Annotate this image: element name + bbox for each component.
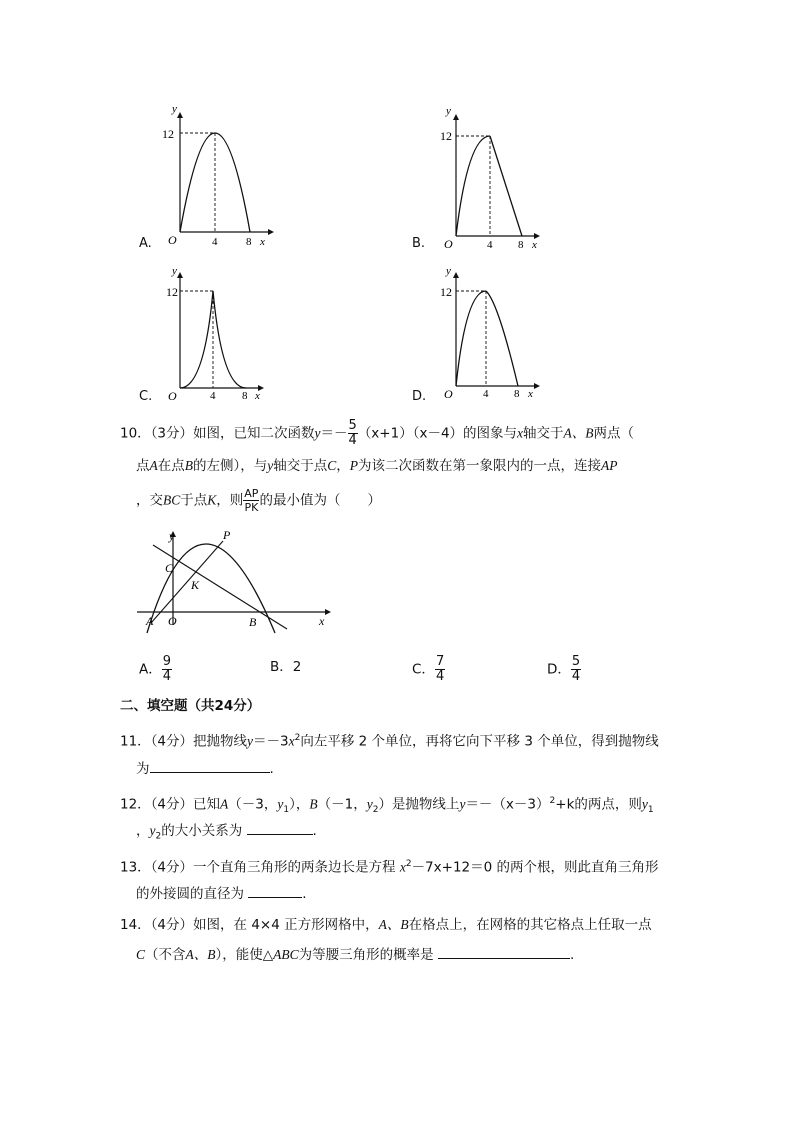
var-y: y: [277, 796, 284, 812]
origin-label: O: [444, 387, 453, 400]
graph-option-c: [160, 262, 280, 400]
numerator: 5: [348, 418, 357, 433]
text: （x+1）（x－4）的图象与: [357, 425, 518, 442]
subscript: 2: [155, 831, 162, 842]
text: +k: [555, 796, 575, 813]
curve-left: [180, 291, 213, 388]
graph-option-a: [160, 100, 280, 250]
score: （4分）: [150, 859, 194, 876]
score: （3分）: [150, 425, 194, 442]
text: 两点（: [593, 425, 635, 442]
var-x: x: [399, 859, 406, 875]
curve-down: [486, 291, 518, 386]
answer-blank[interactable]: [438, 946, 570, 959]
point-c: C: [327, 458, 337, 473]
text: 点: [136, 458, 150, 474]
q12-line2: [136, 822, 317, 846]
subscript: 1: [283, 805, 290, 816]
text: －7x+12＝0 的两个根，则此直角三角形: [411, 859, 659, 876]
exponent: 2: [294, 733, 301, 743]
point-p: P: [349, 458, 359, 473]
origin-label: O: [168, 233, 177, 247]
option-c-fraction: [435, 655, 445, 684]
text: ，则: [216, 492, 244, 509]
point-p-label: P: [223, 528, 231, 542]
tick-8: 8: [242, 390, 248, 400]
tick-8: 8: [518, 239, 524, 250]
q11-line1: [120, 729, 659, 751]
denominator: 4: [348, 433, 357, 448]
var-y: y: [267, 458, 274, 473]
var-y: y: [459, 796, 466, 812]
tick-12: 12: [440, 129, 452, 143]
numerator: 7: [435, 654, 445, 669]
question-number: 13．: [120, 859, 151, 876]
text: 于点: [180, 492, 208, 509]
numerator: AP: [244, 487, 259, 500]
point-k-label: K: [191, 578, 200, 592]
var-x: x: [288, 733, 295, 749]
tick-4: 4: [212, 236, 218, 248]
text: 的两点，则: [574, 796, 642, 813]
q10-option-d[interactable]: [547, 655, 581, 684]
q10-figure: [135, 525, 335, 635]
option-a-label: A.: [139, 236, 152, 251]
text: 在格点上，在网格的其它格点上任取一点: [408, 917, 652, 933]
point-a: A: [149, 458, 158, 473]
fraction-5-4: [348, 419, 358, 448]
option-label: C．: [412, 661, 435, 678]
y-label: y: [446, 105, 451, 117]
answer-blank[interactable]: [248, 885, 302, 898]
x-label: x: [255, 390, 260, 400]
text: ，交: [136, 492, 163, 509]
x-label: x: [260, 236, 265, 248]
graph-option-b: [436, 100, 556, 250]
text: 的最小值为（ ）: [259, 492, 381, 509]
text: ），: [289, 796, 310, 813]
text: 为等腰三角形的概率是: [298, 947, 434, 963]
text: 把抛物线: [193, 733, 248, 750]
q10-line2: [136, 457, 618, 475]
score: （4分）: [150, 796, 194, 813]
y-label: y: [172, 265, 177, 277]
text: 的大小关系为: [161, 823, 243, 839]
text: ，: [336, 458, 350, 474]
option-a-fraction: [162, 655, 172, 684]
curve: [180, 133, 250, 232]
option-b-label: B.: [412, 236, 426, 251]
q13-line2: [136, 885, 307, 903]
points-ab: A、B: [563, 425, 594, 441]
points-ab: A、B: [185, 947, 216, 962]
denominator: 4: [435, 669, 445, 684]
point-c: C: [136, 947, 146, 962]
q12-line1: [120, 792, 654, 819]
text: .: [302, 886, 307, 902]
line-down: [490, 136, 522, 236]
text: （－3，: [228, 796, 278, 813]
text: （不含: [145, 947, 186, 963]
question-number: 10．: [120, 425, 151, 442]
q10-option-a[interactable]: [139, 655, 172, 684]
q14-line1: [120, 916, 652, 934]
graph-option-d: [436, 262, 556, 400]
numerator: 5: [571, 654, 581, 669]
denominator: 4: [571, 669, 581, 684]
q10-option-c[interactable]: [412, 655, 445, 684]
option-c-label: C.: [139, 389, 153, 404]
q10-line3: [136, 487, 381, 514]
text: .: [312, 823, 317, 839]
var-y: y: [314, 425, 321, 441]
curve-right: [213, 291, 246, 388]
score: （4分）: [150, 917, 194, 933]
tick-12: 12: [166, 285, 178, 299]
question-number: 12．: [120, 796, 151, 813]
point-a: A: [220, 796, 229, 812]
tick-12: 12: [440, 285, 452, 299]
text: ＝－3: [253, 733, 289, 750]
text: 如图，已知二次函数: [193, 425, 315, 442]
exponent: 2: [549, 796, 556, 806]
numerator: 9: [162, 654, 172, 669]
answer-blank[interactable]: [150, 760, 270, 773]
fraction-ap-pk: [243, 487, 259, 514]
text: .: [269, 761, 274, 777]
text: 已知: [193, 796, 221, 813]
var-y: y: [641, 796, 648, 812]
point-a-label: A: [146, 614, 154, 628]
question-number: 11．: [120, 733, 151, 750]
text: 如图，在 4×4 正方形网格中，: [193, 917, 379, 933]
text: 为: [136, 761, 150, 777]
y-label: y: [446, 265, 451, 277]
text: ），能使△: [215, 947, 274, 963]
option-d-fraction: [571, 655, 581, 684]
segment-bc: BC: [163, 492, 181, 508]
option-d-label: D.: [412, 389, 427, 404]
curve-up: [456, 291, 486, 386]
text: ＝－（x－3）: [465, 796, 550, 813]
q13-line1: [120, 855, 659, 877]
tick-4: 4: [483, 388, 489, 400]
origin-label: O: [444, 237, 453, 250]
text: ，: [136, 823, 150, 839]
point-k: K: [207, 492, 217, 508]
var-y: y: [366, 796, 373, 812]
points-ab: A、B: [378, 917, 409, 932]
tick-4: 4: [210, 390, 216, 400]
subscript: 2: [372, 805, 379, 816]
curve-up: [456, 136, 490, 236]
point-b: B: [309, 796, 318, 812]
q10-option-b[interactable]: B．2: [270, 659, 302, 675]
tick-4: 4: [487, 239, 493, 250]
x-label: x: [319, 614, 325, 628]
var-y: y: [149, 823, 156, 838]
subscript: 1: [647, 805, 654, 816]
answer-blank[interactable]: [247, 822, 313, 835]
tick-8: 8: [246, 236, 252, 248]
x-label: x: [532, 239, 537, 250]
point-b: B: [184, 458, 193, 473]
text: 向左平移 2 个单位，再将它向下平移 3 个单位，得到抛物线: [300, 733, 659, 750]
text: 的左侧），与: [193, 458, 268, 474]
q10-line1: [120, 419, 634, 448]
segment-ap: AP: [601, 458, 618, 473]
text: 轴交于: [523, 425, 564, 442]
text: ＝－: [320, 425, 348, 442]
text: 的外接圆的直径为: [136, 886, 244, 902]
denominator: 4: [162, 669, 172, 684]
text: 在点: [157, 458, 185, 474]
text: 轴交于点: [273, 458, 328, 474]
text: 为该二次函数在第一象限内的一点，连接: [358, 458, 602, 474]
triangle-abc: ABC: [273, 947, 299, 962]
text: .: [569, 947, 575, 963]
y-label: y: [172, 103, 177, 115]
origin-label: O: [168, 614, 177, 628]
tick-12: 12: [162, 127, 174, 141]
var-x: x: [517, 425, 524, 441]
point-c-label: C: [165, 561, 174, 575]
x-label: x: [528, 388, 533, 400]
exponent: 2: [405, 859, 412, 869]
q14-line2: [136, 946, 574, 964]
option-label: D．: [547, 661, 571, 678]
origin-label: O: [168, 389, 177, 400]
option-label: A．: [139, 661, 162, 678]
score: （4分）: [150, 733, 194, 750]
point-b-label: B: [249, 615, 257, 629]
denominator: PK: [244, 501, 259, 514]
tick-8: 8: [514, 388, 520, 400]
var-y: y: [247, 733, 254, 749]
q11-line2: [136, 760, 274, 778]
text: 一个直角三角形的两条边长是方程: [193, 859, 396, 876]
section-heading: 二、填空题（共24分）: [120, 698, 261, 714]
text: （－1，: [317, 796, 367, 813]
question-number: 14．: [120, 917, 151, 933]
text: ）是抛物线上: [378, 796, 460, 813]
y-label: y: [169, 529, 175, 543]
